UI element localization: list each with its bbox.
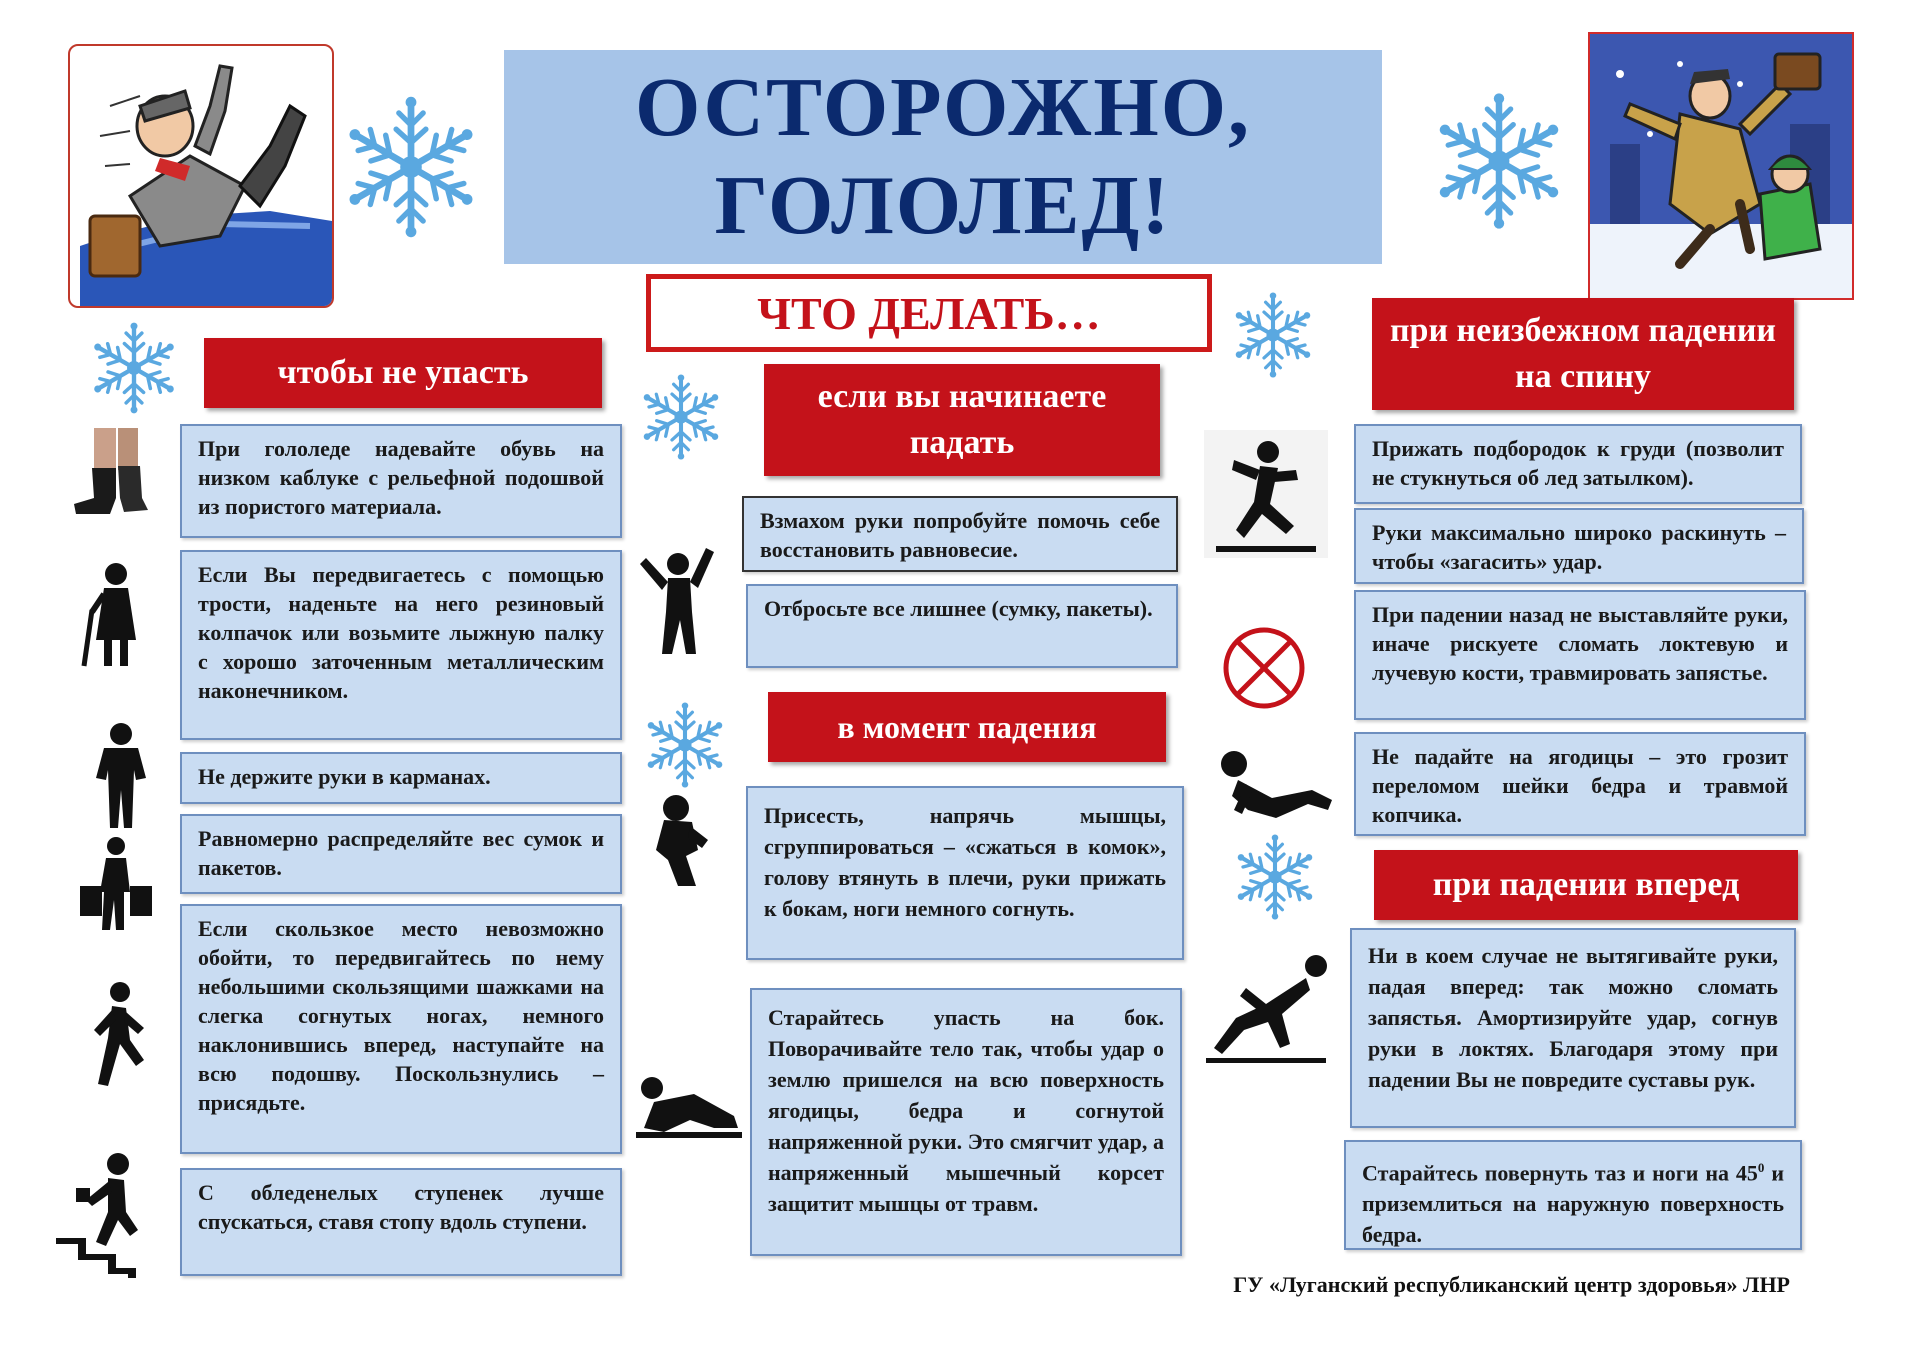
tip-drop-items: Отбросьте все лишнее (сумку, пакеты). <box>746 584 1178 668</box>
tip-chin-to-chest: Прижать подбородок к груди (позволит не стукнуться об лед затылком). <box>1354 424 1802 504</box>
tip-stairs: С обледенелых ступенек лучше спускаться, ставя стопу вдоль ступени. <box>180 1168 622 1276</box>
header-moment-of-fall: в момент падения <box>768 692 1166 762</box>
tip-hands-pockets: Не держите руки в карманах. <box>180 752 622 804</box>
title-line-1: ОСТОРОЖНО, <box>634 61 1252 154</box>
slipping-man-illustration <box>68 44 334 308</box>
footer-organization: ГУ «Луганский республиканский центр здоровья» ЛНР <box>1233 1272 1790 1297</box>
falling-on-buttocks-icon <box>1212 740 1336 830</box>
stairs-person-icon <box>56 1150 156 1280</box>
falling-forward-icon <box>1206 948 1336 1068</box>
crouching-person-icon <box>646 790 716 890</box>
snowflake-icon <box>1424 86 1574 236</box>
header-starting-to-fall: если вы начинаете падать <box>764 364 1160 476</box>
header-fall-backward: при неизбежном падении на спину <box>1372 298 1794 410</box>
title-banner <box>504 50 1382 264</box>
tip-turn-hips: Старайтесь повернуть таз и ноги на $45^0$ и приземлиться на наружную поверхность бедра. <box>1344 1140 1802 1250</box>
tip-no-hands-back: При падении назад не выставляйте руки, иначе рискуете сломать локтевую и лучевую кости, травмировать запястье. <box>1354 590 1806 720</box>
title-line-2: ГОЛОЛЕД! <box>714 159 1172 252</box>
snowflake-icon <box>86 320 182 416</box>
prohibited-icon <box>1218 622 1310 714</box>
falling-back-icon <box>1204 430 1328 558</box>
walking-person-icon <box>74 980 158 1090</box>
tip-wave-arm: Взмахом руки попробуйте помочь себе восстановить равновесие. <box>742 496 1178 572</box>
tip-bags: Равномерно распределяйте вес сумок и пакетов. <box>180 814 622 894</box>
tip-fall-sideways: Старайтесь упасть на бок. Поворачивайте тело так, чтобы удар о землю пришелся на всю поверхность ягодицы, бедра и согнутой напряженной руки. Это смягчит удар, а напряженный мышечный корсет защитит мышцы от травм. <box>750 988 1182 1256</box>
slipping-family-illustration <box>1588 32 1854 300</box>
what-to-do-heading <box>646 274 1212 352</box>
tip-bend-elbows: Ни в коем случае не вытягивайте руки, падая вперед: так можно сломать запястья. Амортизируйте удар, согнув руки в локтях. Благодаря этому при падении Вы не повредите суставы рук. <box>1350 928 1796 1128</box>
boots-icon <box>66 428 156 518</box>
snowflake-icon <box>1230 832 1320 922</box>
tip-cane: Если Вы передвигаетесь с помощью трости, наденьте на него резиновый колпачок или возьмите лыжную палку с хорошо заточенным металлическим наконечником. <box>180 550 622 740</box>
tip-slippery-walk: Если скользкое место невозможно обойти, то передвигайтесь по нему небольшими скользящими шажками на слегка согнутых ногах, немного наклонившись вперед, наступайте на всю подошву. Поскользнулись – присядьте. <box>180 904 622 1154</box>
tip-no-buttocks: Не падайте на ягодицы – это грозит переломом шейки бедра и травмой копчика. <box>1354 732 1806 836</box>
tip-spread-arms: Руки максимально широко раскинуть – чтобы «загасить» удар. <box>1354 508 1804 584</box>
person-with-bags-icon <box>72 836 156 932</box>
hands-in-pockets-icon <box>86 720 156 830</box>
snowflake-icon <box>1228 290 1318 380</box>
what-to-do-text: ЧТО ДЕЛАТЬ… <box>757 287 1101 339</box>
snowflake-icon <box>336 92 486 242</box>
header-dont-fall: чтобы не упасть <box>204 338 602 408</box>
tip-footwear: При гололеде надевайте обувь на низком каблуке с рельефной подошвой из пористого материала. <box>180 424 622 538</box>
tip-crouch: Присесть, напрячь мышцы, сгруппироваться – «сжаться в комок», голову втянуть в плечи, руки прижать к бокам, ноги немного согнуть. <box>746 786 1184 960</box>
snowflake-icon <box>640 700 730 790</box>
balancing-person-icon <box>636 538 716 658</box>
snowflake-icon <box>636 372 726 462</box>
header-fall-forward: при падении вперед <box>1374 850 1798 920</box>
lying-person-icon <box>634 1072 744 1142</box>
cane-person-icon <box>74 560 154 670</box>
